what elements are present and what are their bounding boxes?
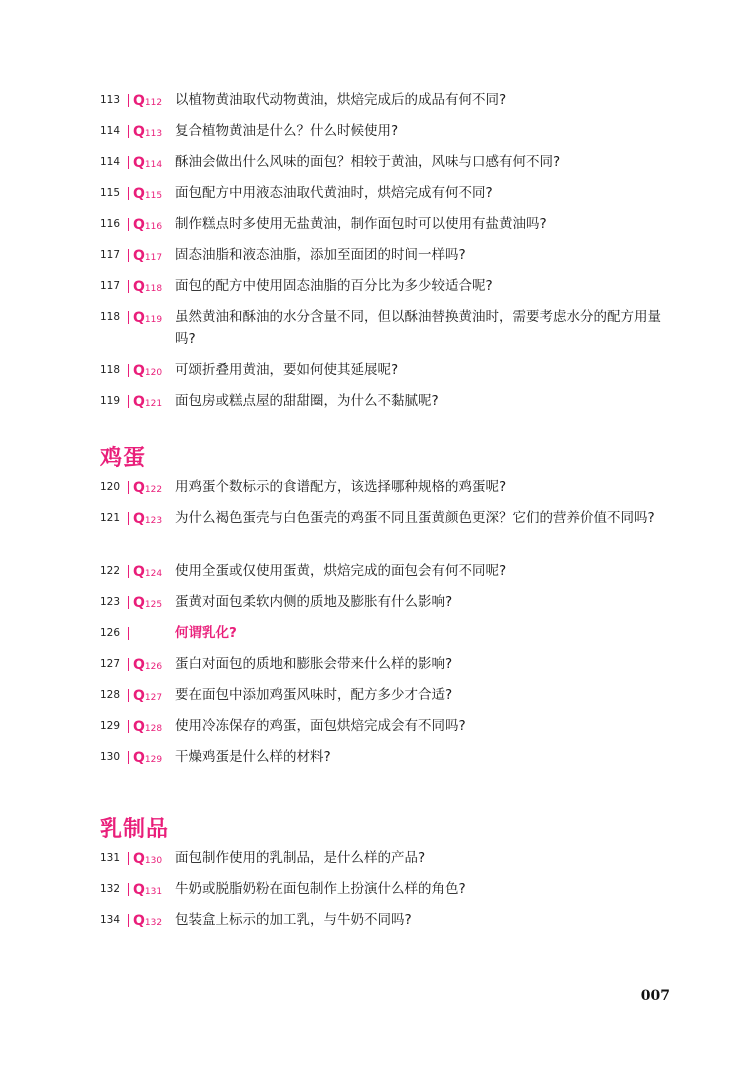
question-index: 129 (144, 755, 163, 765)
question-index: 130 (144, 856, 163, 866)
entry-page-number: 131 (99, 852, 120, 864)
question-prefix: Q (133, 93, 145, 109)
question-text: 蛋黄对面包柔软内侧的质地及膨胀有什么影响? (175, 594, 453, 610)
separator-bar (128, 627, 129, 640)
separator-bar (128, 852, 129, 865)
question-text: 蛋白对面包的质地和膨胀会带来什么样的影响? (175, 656, 453, 672)
question-number (133, 121, 162, 144)
question-index: 124 (144, 569, 163, 579)
separator-bar (128, 125, 129, 138)
question-text: 包装盒上标示的加工乳，与牛奶不同吗? (175, 912, 412, 928)
question-index: 122 (144, 485, 163, 495)
separator-bar (128, 596, 129, 609)
question-prefix: Q (133, 657, 145, 673)
entry-page-number: 118 (99, 311, 120, 323)
question-index: 127 (144, 693, 163, 703)
question-prefix: Q (133, 595, 145, 611)
question-number (133, 879, 162, 902)
question-text: 面包配方中用液态油取代黄油时，烘焙完成有何不同? (175, 185, 493, 201)
question-prefix: Q (133, 394, 145, 410)
question-index: 132 (144, 918, 163, 928)
question-prefix: Q (133, 480, 145, 496)
question-index: 114 (144, 160, 163, 170)
question-number (133, 360, 162, 383)
question-prefix: Q (133, 851, 145, 867)
separator-bar (128, 280, 129, 293)
question-prefix: Q (133, 564, 145, 580)
question-index: 123 (144, 516, 163, 526)
separator-bar (128, 689, 129, 702)
question-number (133, 592, 162, 615)
separator-bar (128, 364, 129, 377)
question-number (133, 391, 162, 414)
question-index: 121 (144, 399, 163, 409)
question-prefix: Q (133, 279, 145, 295)
separator-bar (128, 751, 129, 764)
question-number (133, 152, 162, 175)
question-prefix: Q (133, 913, 145, 929)
separator-bar (128, 94, 129, 107)
entry-page-number: 113 (99, 94, 120, 106)
question-text: 面包的配方中使用固态油脂的百分比为多少较适合呢? (175, 278, 493, 294)
question-text: 固态油脂和液态油脂，添加至面团的时间一样吗? (175, 247, 466, 263)
question-prefix: Q (133, 688, 145, 704)
separator-bar (128, 720, 129, 733)
question-number (133, 654, 162, 677)
question-text: 牛奶或脱脂奶粉在面包制作上扮演什么样的角色? (175, 881, 466, 897)
question-number (133, 848, 162, 871)
question-text: 使用冷冻保存的鸡蛋，面包烘焙完成会有不同吗? (175, 718, 466, 734)
separator-bar (128, 914, 129, 927)
question-index: 128 (144, 724, 163, 734)
question-prefix: Q (133, 124, 145, 140)
entry-page-number: 118 (99, 364, 120, 376)
separator-bar (128, 512, 129, 525)
question-prefix: Q (133, 217, 145, 233)
question-text: 干燥鸡蛋是什么样的材料? (175, 749, 331, 765)
question-text: 虽然黄油和酥油的水分含量不同，但以酥油替换黄油时，需要考虑水分的配方用量吗? (175, 309, 661, 347)
question-index: 126 (144, 662, 163, 672)
entry-page-number: 117 (99, 280, 120, 292)
entry-page-number: 115 (99, 187, 120, 199)
question-index: 116 (144, 222, 163, 232)
question-text: 以植物黄油取代动物黄油，烘焙完成后的成品有何不同? (175, 92, 507, 108)
question-text: 要在面包中添加鸡蛋风味时，配方多少才合适? (175, 687, 453, 703)
entry-page-number: 132 (99, 883, 120, 895)
entry-page-number: 134 (99, 914, 120, 926)
separator-bar (128, 249, 129, 262)
question-text: 复合植物黄油是什么？什么时候使用? (175, 123, 399, 139)
entry-page-number: 116 (99, 218, 120, 230)
question-number (133, 747, 162, 770)
question-prefix: Q (133, 155, 145, 171)
question-number (133, 910, 162, 933)
separator-bar (128, 565, 129, 578)
question-text: 用鸡蛋个数标示的食谱配方，该选择哪种规格的鸡蛋呢? (175, 479, 507, 495)
question-number (133, 183, 162, 206)
question-index: 120 (144, 368, 163, 378)
entry-page-number: 117 (99, 249, 120, 261)
question-prefix: Q (133, 719, 145, 735)
separator-bar (128, 395, 129, 408)
question-prefix: Q (133, 310, 145, 326)
question-index: 118 (144, 284, 163, 294)
separator-bar (128, 883, 129, 896)
entry-page-number: 126 (99, 627, 120, 639)
question-text: 面包房或糕点屋的甜甜圈，为什么不黏腻呢? (175, 393, 439, 409)
entry-page-number: 119 (99, 395, 120, 407)
question-prefix: Q (133, 363, 145, 379)
entry-page-number: 120 (99, 481, 120, 493)
entry-page-number: 130 (99, 751, 120, 763)
question-prefix: Q (133, 882, 145, 898)
question-number (133, 477, 162, 500)
separator-bar (128, 187, 129, 200)
question-index: 112 (144, 98, 163, 108)
separator-bar (128, 156, 129, 169)
separator-bar (128, 311, 129, 324)
entry-page-number: 121 (99, 512, 120, 524)
question-prefix: Q (133, 186, 145, 202)
entry-page-number: 127 (99, 658, 120, 670)
question-text: 可颂折叠用黄油，要如何使其延展呢? (175, 362, 399, 378)
question-text: 酥油会做出什么风味的面包？相较于黄油，风味与口感有何不同? (175, 154, 561, 170)
page-number: 007 (640, 988, 670, 1004)
entry-page-number: 128 (99, 689, 120, 701)
question-text: 制作糕点时多使用无盐黄油，制作面包时可以使用有盐黄油吗? (175, 216, 547, 232)
question-text: 为什么褐色蛋壳与白色蛋壳的鸡蛋不同且蛋黄颜色更深？它们的营养价值不同吗? (175, 510, 655, 526)
question-number (133, 716, 162, 739)
separator-bar (128, 481, 129, 494)
question-index: 119 (144, 315, 163, 325)
question-number (133, 276, 162, 299)
separator-bar (128, 218, 129, 231)
question-number (133, 561, 162, 584)
entry-page-number: 122 (99, 565, 120, 577)
question-index: 131 (144, 887, 163, 897)
question-prefix: Q (133, 511, 145, 527)
entry-page-number: 114 (99, 125, 120, 137)
entry-page-number: 114 (99, 156, 120, 168)
question-index: 115 (144, 191, 163, 201)
question-number (133, 508, 162, 531)
separator-bar (128, 658, 129, 671)
question-number (133, 214, 162, 237)
question-number (133, 90, 162, 113)
question-prefix: Q (133, 750, 145, 766)
question-number (133, 307, 162, 330)
question-index: 117 (144, 253, 163, 263)
question-index: 125 (144, 600, 163, 610)
question-prefix: Q (133, 248, 145, 264)
question-text: 使用全蛋或仅使用蛋黄，烘焙完成的面包会有何不同呢? (175, 563, 507, 579)
topic-text: 何谓乳化? (175, 625, 237, 641)
section-heading: 乳制品 (100, 817, 170, 842)
entry-page-number: 129 (99, 720, 120, 732)
question-text: 面包制作使用的乳制品，是什么样的产品? (175, 850, 426, 866)
entry-page-number: 123 (99, 596, 120, 608)
question-index: 113 (144, 129, 163, 139)
question-number (133, 685, 162, 708)
section-heading: 鸡蛋 (100, 446, 147, 471)
question-number (133, 245, 162, 268)
